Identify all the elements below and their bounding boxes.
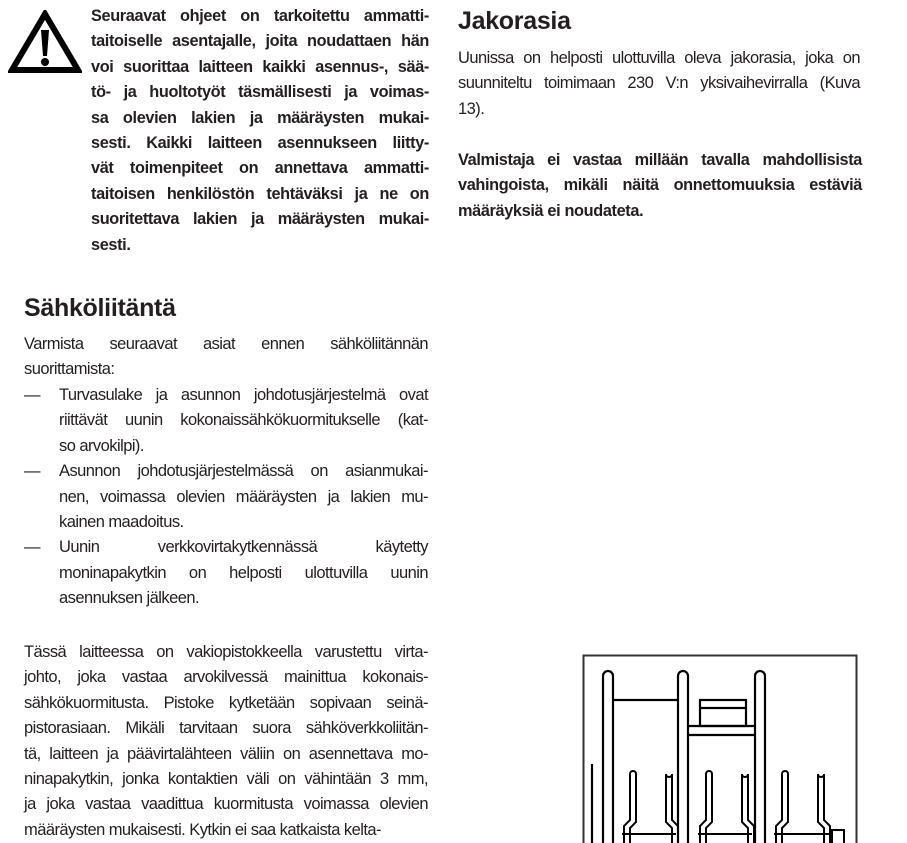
warning-text-line: suoritettava lakien ja määräysten mukai- [91, 210, 429, 229]
checklist-item-line: so arvokilpi). [59, 436, 144, 455]
intro-text-line: suorittamista: [24, 360, 115, 379]
body-text-line: ninapakytkin, jonka kontaktien väli on vähintään 3 mm, [24, 770, 428, 789]
installer-warning-text [91, 4, 429, 258]
warning-text-line: taitoiselle asentajalle, joita noudattaen hän [91, 32, 429, 51]
warning-text-line: taitoisen henkilöstön tehtäväksi ja ne on [91, 184, 429, 203]
body-text-line: ja joka vastaa vaadittua kuormitusta voimassa olevien [24, 795, 428, 814]
warning-text-line: vät toimenpiteet on annettava ammatti- [91, 159, 429, 178]
junction-box-text-line: 13). [458, 99, 485, 118]
warning-triangle-icon [8, 10, 82, 74]
warning-text-line: sesti. [91, 235, 131, 254]
body-text-line: tä, laitteen ja päävirtalähteen väliin on asennettava mo- [24, 744, 428, 763]
checklist-item-line: Turvasulake ja asunnon johdotusjärjestelmä ovat [59, 386, 428, 404]
warning-text-line: tö- ja huoltotyöt täsmällisesti ja voimas- [91, 83, 429, 102]
intro-text-line: Varmista seuraavat asiat ennen sähköliitännän [24, 335, 428, 353]
checklist-item-line: riittävät uunin kokonaissähkökuormitukselle (kat- [59, 411, 428, 430]
checklist-item-line: asennuksen jälkeen. [59, 589, 199, 608]
junction-box-paragraph [458, 46, 860, 122]
section-heading-electrical-connection: Sähköliitäntä [24, 294, 176, 322]
junction-box-text-line: Uunissa on helposti ulottuvilla oleva jakorasia, joka on [458, 49, 860, 67]
checklist-item-line: Asunnon johdotusjärjestelmässä on asianmukai- [59, 462, 428, 481]
checklist-item-line: moninapakytkin on helposti ulottuvilla uunin [59, 563, 428, 582]
electrical-checklist [24, 383, 428, 612]
junction-box-text-line: suunniteltu toimimaan 230 V:n yksivaihevirralla (Kuva [458, 74, 860, 93]
em-dash-bullet: — [24, 462, 40, 481]
body-text-line: määräysten mukaisesti. Kytkin ei saa katkaista kelta- [24, 820, 381, 839]
checklist-item [24, 535, 428, 611]
body-text-line: pistorasiaan. Mikäli tarvitaan suora sähköverkkoliitän- [24, 719, 428, 738]
electrical-body-paragraph [24, 640, 428, 843]
warning-text-line: sa olevien lakien ja määräysten mukai- [91, 108, 429, 127]
manufacturer-disclaimer [458, 148, 862, 224]
checklist-item [24, 383, 428, 459]
disclaimer-text-line: vahingoista, mikäli näitä onnettomuuksia estäviä [458, 176, 862, 195]
body-text-line: sähkökuormitusta. Pistoke kytketään sopivaan seinä- [24, 693, 428, 712]
body-text-line: Tässä laitteessa on vakiopistokkeella varustettu virta- [24, 643, 428, 661]
warning-text-line: Seuraavat ohjeet on tarkoitettu ammatti- [91, 7, 429, 25]
disclaimer-text-line: Valmistaja ei vastaa millään tavalla mahdollisista [458, 151, 862, 169]
disclaimer-text-line: määräyksiä ei noudateta. [458, 201, 644, 220]
em-dash-bullet: — [24, 538, 40, 557]
checklist-item-line: kainen maadoitus. [59, 513, 184, 532]
warning-text-line: sesti. Kaikki laitteen asennukseen liitty- [91, 134, 429, 153]
em-dash-bullet: — [24, 386, 40, 404]
checklist-item-line: nen, voimassa olevien määräysten ja lakien mu- [59, 487, 428, 506]
checklist-item-line: Uunin verkkovirtakytkennässä käytetty [59, 538, 428, 557]
electrical-intro [24, 332, 428, 383]
checklist-item [24, 459, 428, 535]
terminal-block-diagram [582, 654, 858, 843]
warning-text-line: voi suorittaa laitteen kaikki asennus-, sää- [91, 57, 429, 76]
body-text-line: johto, joka vastaa arvokilvessä mainittua kokonais- [24, 668, 428, 687]
section-heading-junction-box: Jakorasia [458, 7, 571, 35]
